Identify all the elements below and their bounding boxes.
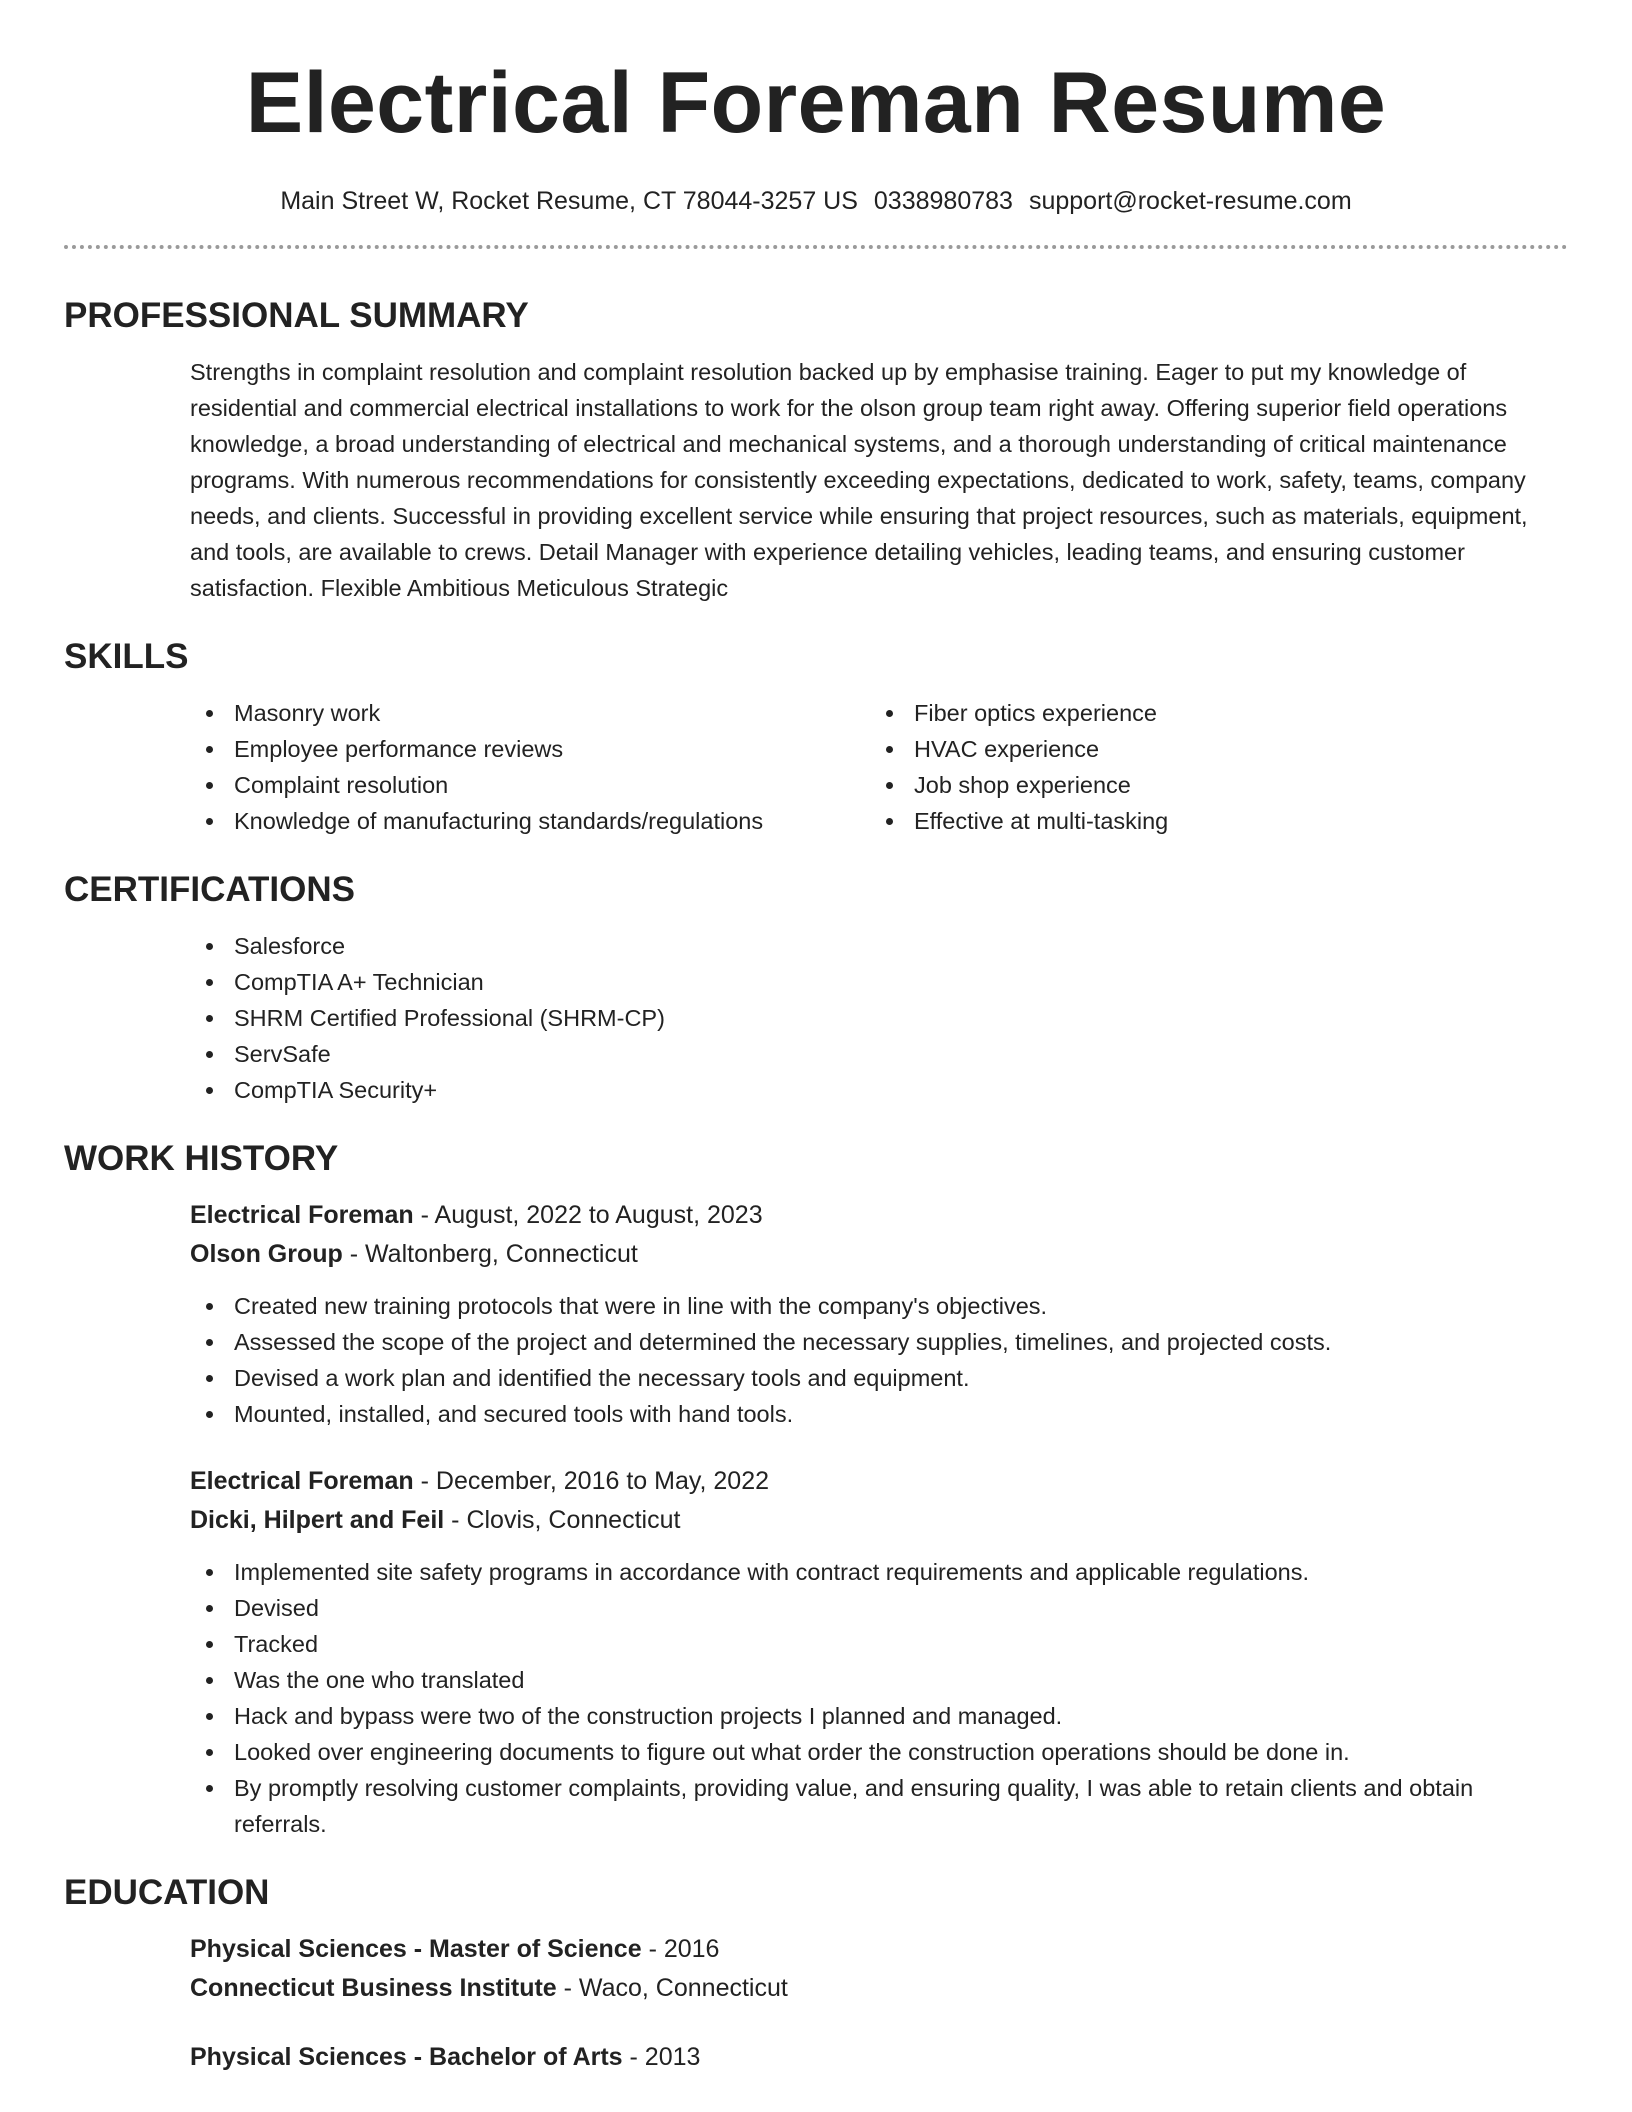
contact-email: support@rocket-resume.com	[1028, 187, 1352, 215]
job-duty: Tracked	[190, 1626, 1568, 1662]
job-company-line	[190, 1235, 1568, 1274]
certifications-heading: CERTIFICATIONS	[64, 870, 356, 909]
summary-text: Strengths in complaint resolution and complaint resolution backed up by emphasise training. Eager to put my knowledge of residential and commercial electrical installations to work for the olson group team right away. Offering superior field operations knowledge, a broad understanding of electrical and mechanical systems, and a thorough understanding of critical maintenance programs. With numerous recommendations for consistently exceeding expectations, dedicated to work, safety, teams, company needs, and clients. Successful in providing excellent service while ensuring that project resources, such as materials, equipment, and tools, are available to crews. Detail Manager with experience detailing vehicles, leading teams, and ensuring customer satisfaction. Flexible Ambitious Meticulous Strategic	[190, 359, 1528, 601]
job-title-line	[190, 1462, 1568, 1501]
education-location: - Waco, Connecticut	[556, 1974, 788, 2002]
skills-list-left	[190, 695, 870, 839]
contact-address: Main Street W, Rocket Resume, CT 78044-3257 US	[280, 187, 858, 215]
resume-page	[64, 0, 1568, 2077]
job-company: Dicki, Hilpert and Feil	[190, 1506, 445, 1534]
job-duties-list	[190, 1288, 1568, 1432]
education-year: - 2016	[641, 1935, 720, 1963]
education-heading: EDUCATION	[64, 1873, 270, 1912]
education-degree: Physical Sciences - Bachelor of Arts	[190, 2043, 623, 2071]
job-duty: Was the one who translated	[190, 1662, 1568, 1698]
contact-line	[64, 186, 1568, 216]
skills-grid	[190, 695, 1568, 839]
job-duty: Looked over engineering documents to figure out what order the construction operations should be done in.	[190, 1734, 1568, 1770]
skill-item: Complaint resolution	[190, 767, 870, 803]
job-title: Electrical Foreman	[190, 1467, 414, 1495]
education-school-line	[190, 1969, 1568, 2008]
job-duty: Created new training protocols that were in line with the company's objectives.	[190, 1288, 1568, 1324]
education-degree-line	[190, 1930, 1568, 1969]
certification-item: CompTIA Security+	[190, 1072, 1568, 1108]
job-duty: Assessed the scope of the project and determined the necessary supplies, timelines, and projected costs.	[190, 1324, 1568, 1360]
skill-item: Job shop experience	[870, 767, 1550, 803]
education-entry	[190, 2038, 1568, 2077]
job-dates: - December, 2016 to May, 2022	[413, 1467, 770, 1495]
certification-item: ServSafe	[190, 1036, 1568, 1072]
job-location: - Clovis, Connecticut	[444, 1506, 681, 1534]
skills-heading: SKILLS	[64, 637, 189, 676]
job-dates: - August, 2022 to August, 2023	[413, 1201, 763, 1229]
job-title-line	[190, 1196, 1568, 1235]
certification-item: CompTIA A+ Technician	[190, 964, 1568, 1000]
skill-item: Knowledge of manufacturing standards/regulations	[190, 803, 870, 839]
certification-item: Salesforce	[190, 928, 1568, 964]
job-duties-list	[190, 1554, 1568, 1842]
job-location: - Waltonberg, Connecticut	[342, 1240, 638, 1268]
skills-list-right	[870, 695, 1550, 839]
certifications-list	[190, 928, 1568, 1108]
job-duty: Implemented site safety programs in accordance with contract requirements and applicable regulations.	[190, 1554, 1568, 1590]
job-duty: By promptly resolving customer complaints, providing value, and ensuring quality, I was able to retain clients and obtain referrals.	[190, 1770, 1568, 1842]
education-degree: Physical Sciences - Master of Science	[190, 1935, 642, 1963]
job-duty: Mounted, installed, and secured tools with hand tools.	[190, 1396, 1568, 1432]
education-degree-line	[190, 2038, 1568, 2077]
education-year: - 2013	[622, 2043, 701, 2071]
skill-item: Effective at multi-tasking	[870, 803, 1550, 839]
job-entry	[190, 1462, 1568, 1842]
certifications-section	[190, 928, 1568, 1108]
job-entry	[190, 1196, 1568, 1432]
job-duty: Hack and bypass were two of the construction projects I planned and managed.	[190, 1698, 1568, 1734]
resume-title: Electrical Foreman Resume	[245, 55, 1387, 151]
education-section	[190, 1930, 1568, 2077]
work-history-section	[190, 1196, 1568, 1842]
header-divider	[64, 245, 1568, 249]
job-company-line	[190, 1501, 1568, 1540]
skill-item: HVAC experience	[870, 731, 1550, 767]
certification-item: SHRM Certified Professional (SHRM-CP)	[190, 1000, 1568, 1036]
skill-item: Fiber optics experience	[870, 695, 1550, 731]
summary-heading: PROFESSIONAL SUMMARY	[64, 296, 529, 335]
education-entry	[190, 1930, 1568, 2008]
job-company: Olson Group	[190, 1240, 343, 1268]
job-duty: Devised a work plan and identified the necessary tools and equipment.	[190, 1360, 1568, 1396]
job-title: Electrical Foreman	[190, 1201, 414, 1229]
skill-item: Employee performance reviews	[190, 731, 870, 767]
job-duty: Devised	[190, 1590, 1568, 1626]
skill-item: Masonry work	[190, 695, 870, 731]
work-history-heading: WORK HISTORY	[64, 1139, 339, 1178]
contact-phone: 0338980783	[873, 187, 1013, 215]
education-school: Connecticut Business Institute	[190, 1974, 557, 2002]
